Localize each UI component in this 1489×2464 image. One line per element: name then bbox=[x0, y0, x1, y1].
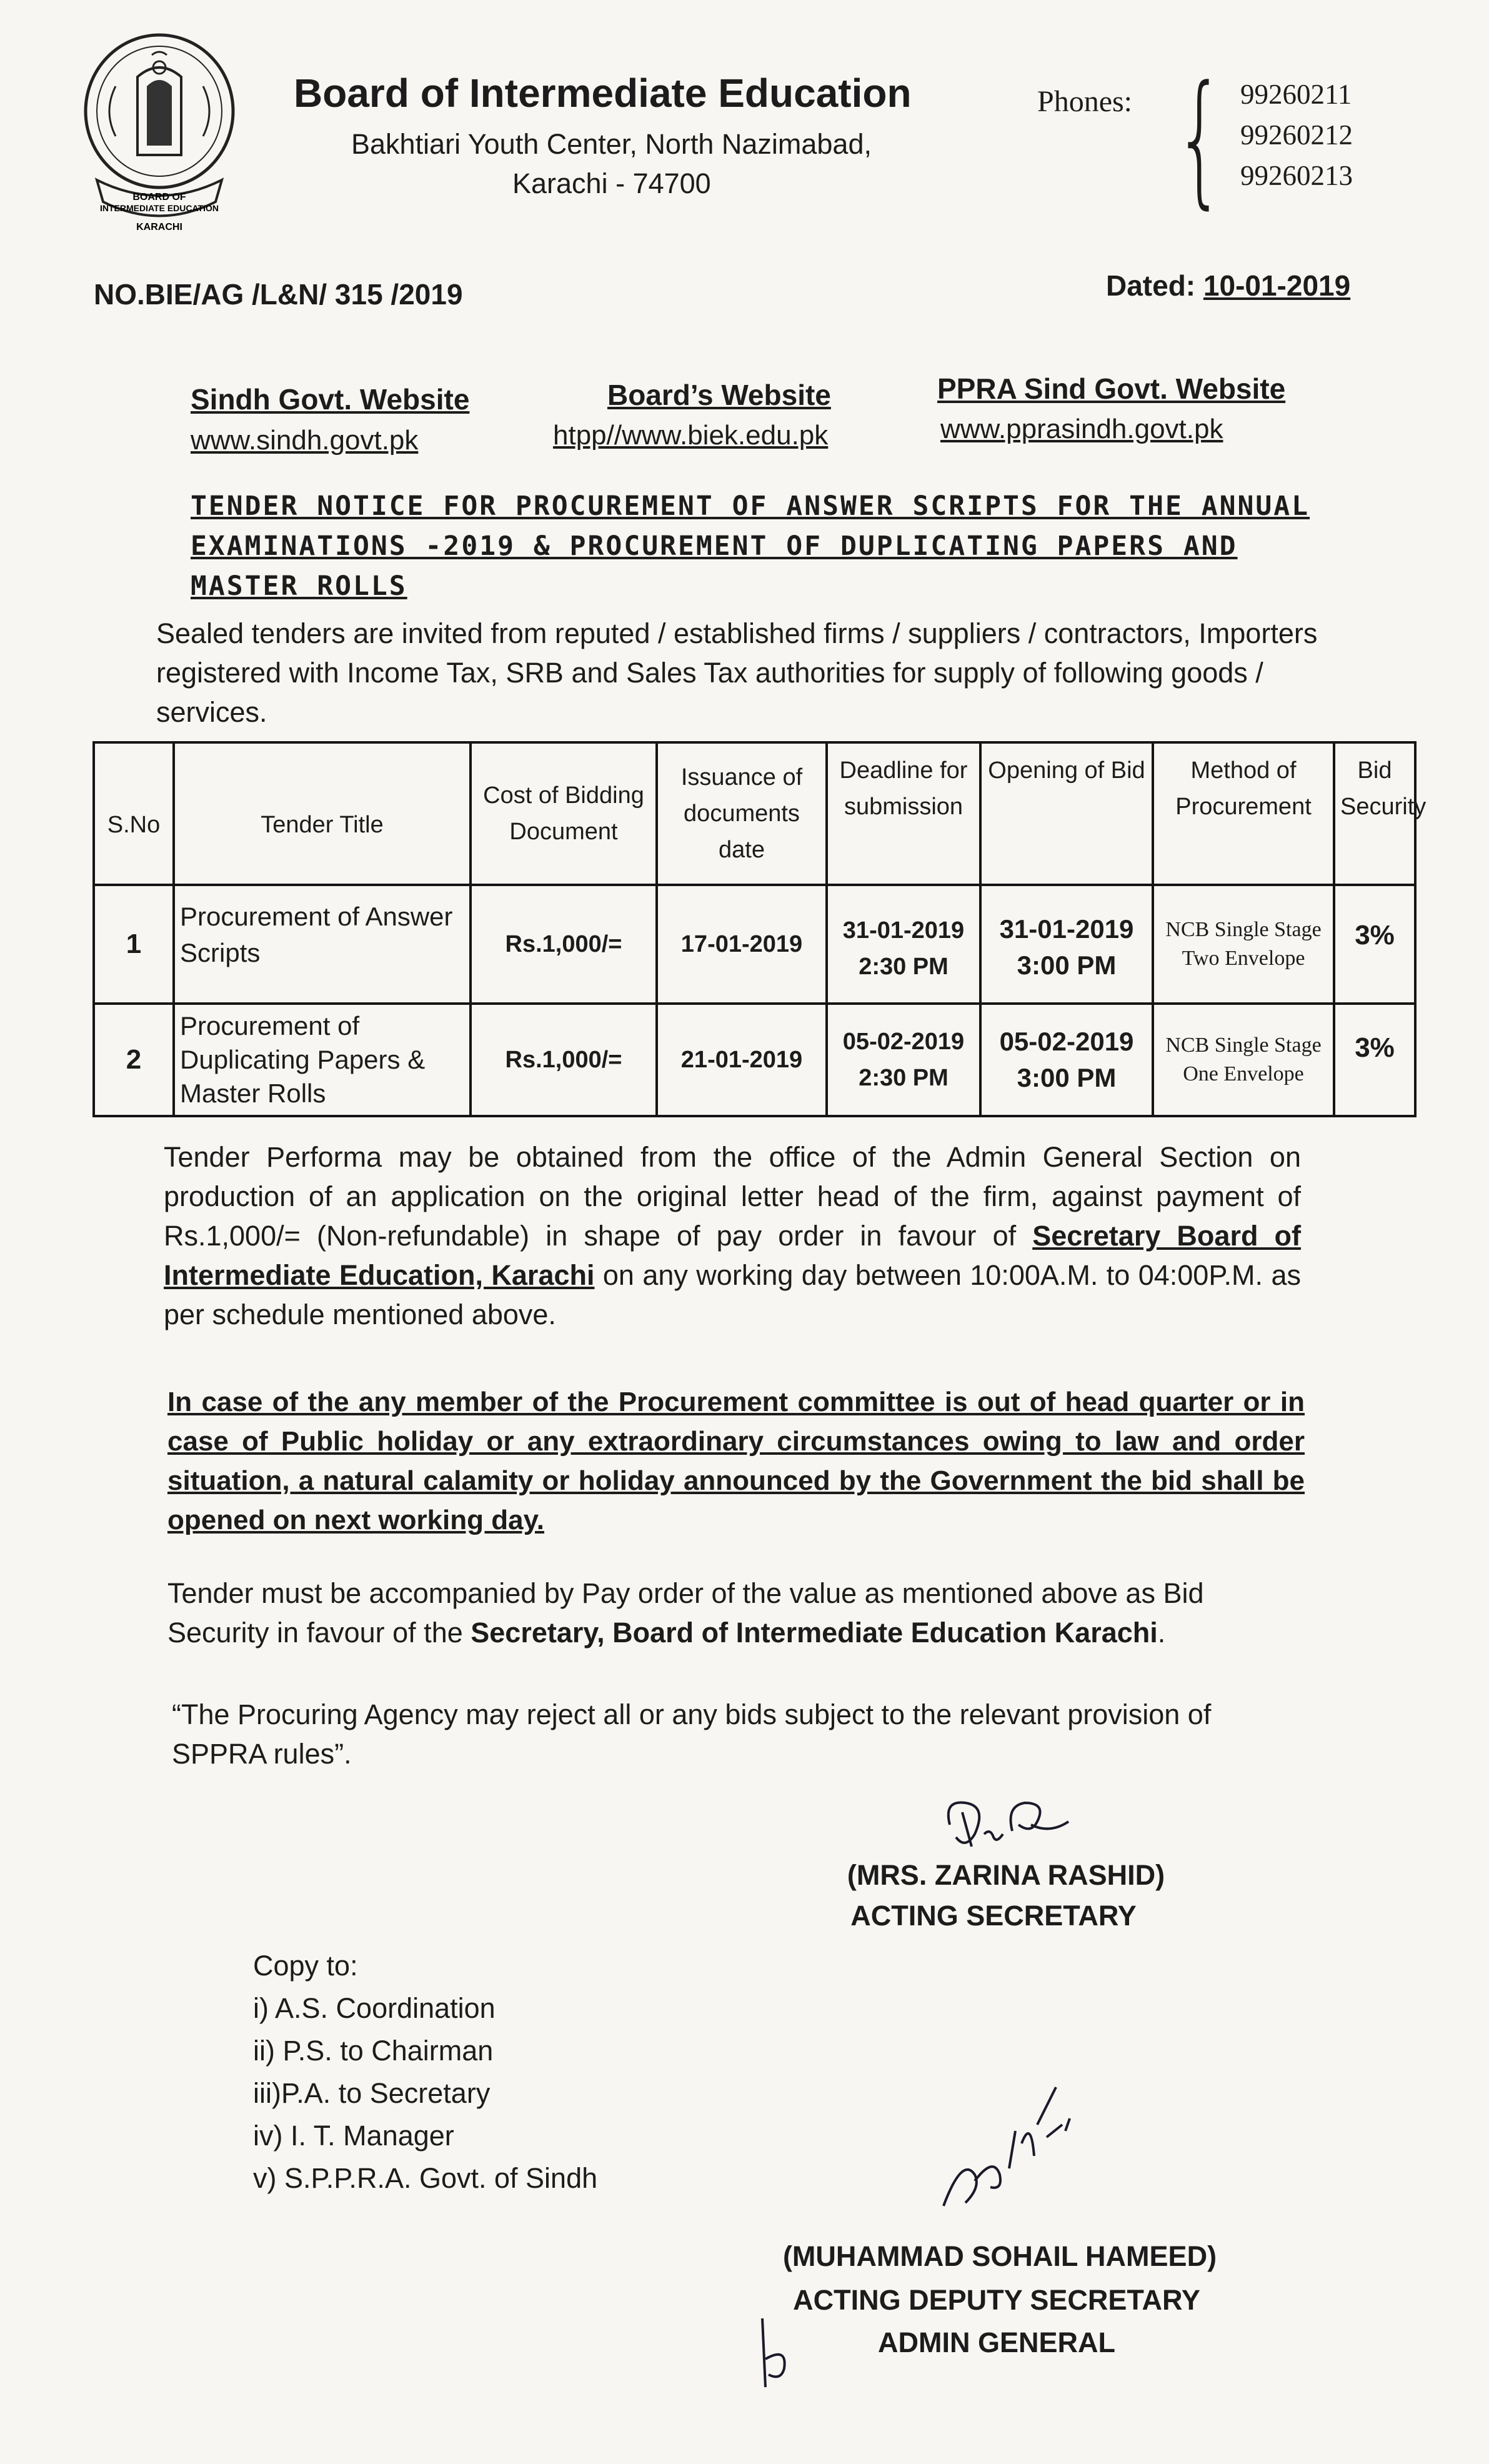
header-sno: S.No bbox=[94, 742, 174, 885]
copy-to-item: ii) P.S. to Chairman bbox=[253, 2035, 494, 2067]
org-name: Board of Intermediate Education bbox=[294, 71, 912, 116]
signatory-1-name: (MRS. ZARINA RASHID) bbox=[847, 1859, 1165, 1891]
header-cost: Cost of Bidding Document bbox=[471, 742, 657, 885]
phones-label: Phones: bbox=[1037, 85, 1133, 118]
copy-to-item: iii)P.A. to Secretary bbox=[253, 2077, 491, 2109]
header-deadline: Deadline for submission bbox=[827, 742, 980, 885]
notice-title: TENDER NOTICE FOR PROCUREMENT OF ANSWER SCRIPTS FOR THE ANNUAL EXAMINATIONS -2019 & PROCUREMENT OF DUPLICATING PAPERS AND MASTER ROLLS bbox=[191, 491, 1310, 602]
row2-deadline bbox=[827, 1004, 980, 1116]
ppra-website-url[interactable]: www.pprasindh.govt.pk bbox=[940, 414, 1223, 444]
row2-deadline-date: 05-02-2019 bbox=[842, 1029, 965, 1055]
row2-deadline-time: 2:30 PM bbox=[859, 1065, 949, 1091]
board-logo-icon bbox=[78, 30, 241, 236]
performa-paragraph bbox=[164, 1137, 1301, 1334]
tender-table bbox=[92, 741, 1427, 1117]
board-website-title: Board’s Website bbox=[607, 379, 831, 411]
row2-sno: 2 bbox=[94, 1004, 174, 1116]
header-security: Bid Security bbox=[1334, 742, 1415, 885]
org-address-line2: Karachi - 74700 bbox=[512, 167, 711, 199]
row1-issuance: 17-01-2019 bbox=[657, 885, 827, 1004]
row1-deadline bbox=[827, 885, 980, 1004]
row1-opening-date: 31-01-2019 bbox=[999, 914, 1134, 944]
security-paragraph bbox=[167, 1574, 1305, 1652]
sindh-website-title: Sindh Govt. Website bbox=[191, 383, 470, 416]
performa-text-1: Tender Performa may be obtained from the office of the Admin General Section on production of an application on the original letter head of the firm, against payment of Rs.1,000/= (Non-refundable) in shape of pay order in favour of bbox=[164, 1141, 1301, 1252]
reject-paragraph: “The Procuring Agency may reject all or any bids subject to the relevant provision of SPPRA rules”. bbox=[172, 1698, 1212, 1770]
copy-to-item: v) S.P.P.R.A. Govt. of Sindh bbox=[253, 2162, 598, 2194]
signatory-1-designation: ACTING SECRETARY bbox=[850, 1900, 1137, 1932]
svg-text:BOARD OF: BOARD OF bbox=[132, 192, 186, 202]
security-text-2: . bbox=[1157, 1617, 1166, 1648]
phone-1: 99260211 bbox=[1240, 79, 1352, 110]
row2-issuance: 21-01-2019 bbox=[657, 1004, 827, 1116]
svg-text:INTERMEDIATE EDUCATION: INTERMEDIATE EDUCATION bbox=[99, 203, 219, 213]
signatory-2-name: (MUHAMMAD SOHAIL HAMEED) bbox=[782, 2240, 1217, 2272]
row2-opening-time: 3:00 PM bbox=[1017, 1063, 1117, 1092]
header-tender-title: Tender Title bbox=[174, 742, 471, 885]
row1-deadline-date: 31-01-2019 bbox=[842, 917, 965, 944]
row1-method: NCB Single Stage Two Envelope bbox=[1153, 885, 1334, 1004]
intro-paragraph: Sealed tenders are invited from reputed / established firms / suppliers / contractors, Importers registered with Income Tax, SRB and Sales Tax authorities for supply of following goods / services. bbox=[156, 617, 1318, 728]
copy-to-label: Copy to: bbox=[253, 1950, 358, 1982]
board-website-url[interactable]: htpp//www.biek.edu.pk bbox=[553, 420, 829, 451]
date-line bbox=[1106, 269, 1350, 302]
dated-value: 10-01-2019 bbox=[1203, 269, 1351, 302]
security-text-1: Tender must be accompanied by Pay order of the value as mentioned above as Bid Security in favour of the bbox=[167, 1577, 1204, 1648]
row1-opening bbox=[980, 885, 1153, 1004]
signatory-2-section: ADMIN GENERAL bbox=[878, 2327, 1115, 2358]
row1-cost: Rs.1,000/= bbox=[471, 885, 657, 1004]
phones-brace: { bbox=[1175, 56, 1225, 222]
reference-number: NO.BIE/AG /L&N/ 315 /2019 bbox=[94, 278, 463, 311]
row2-opening bbox=[980, 1004, 1153, 1116]
row1-opening-time: 3:00 PM bbox=[1017, 950, 1117, 980]
table-row bbox=[94, 885, 1415, 1004]
svg-text:KARACHI: KARACHI bbox=[136, 222, 182, 232]
security-payee: Secretary, Board of Intermediate Education Karachi bbox=[471, 1617, 1158, 1648]
row2-method: NCB Single Stage One Envelope bbox=[1153, 1004, 1334, 1116]
header-opening: Opening of Bid bbox=[980, 742, 1153, 885]
row1-security: 3% bbox=[1334, 885, 1415, 1004]
header-method: Method of Procurement bbox=[1153, 742, 1334, 885]
table-header-row bbox=[94, 742, 1415, 885]
header-issuance: Issuance of documents date bbox=[657, 742, 827, 885]
signature-1-icon bbox=[937, 1787, 1087, 1868]
phone-2: 99260212 bbox=[1240, 119, 1353, 151]
phone-3: 99260213 bbox=[1240, 160, 1353, 191]
row2-security: 3% bbox=[1334, 1004, 1415, 1116]
row1-deadline-time: 2:30 PM bbox=[859, 954, 949, 980]
sindh-website-url[interactable]: www.sindh.govt.pk bbox=[191, 425, 419, 456]
ppra-website-title: PPRA Sind Govt. Website bbox=[937, 372, 1286, 405]
row1-title: Procurement of Answer Scripts bbox=[174, 885, 471, 1004]
copy-to-item: iv) I. T. Manager bbox=[253, 2120, 454, 2152]
dated-label: Dated: bbox=[1106, 269, 1196, 302]
signature-2-icon bbox=[906, 2081, 1131, 2243]
row2-opening-date: 05-02-2019 bbox=[999, 1027, 1134, 1056]
copy-to-item: i) A.S. Coordination bbox=[253, 1992, 496, 2024]
signatory-2-designation: ACTING DEPUTY SECRETARY bbox=[793, 2284, 1200, 2316]
performa-text-2: on any working day between 10:00A.M. to 04:00P.M. as per schedule mentioned above. bbox=[164, 1259, 1301, 1330]
row2-title: Procurement of Duplicating Papers & Master Rolls bbox=[174, 1004, 471, 1116]
row1-sno: 1 bbox=[94, 885, 174, 1004]
org-address-line1: Bakhtiari Youth Center, North Nazimabad, bbox=[351, 128, 872, 160]
table-row bbox=[94, 1004, 1415, 1116]
performa-payee: Secretary Board of Intermediate Education, Karachi bbox=[164, 1220, 1301, 1291]
row2-cost: Rs.1,000/= bbox=[471, 1004, 657, 1116]
holiday-paragraph: In case of the any member of the Procurement committee is out of head quarter or in case of Public holiday or any extraordinary circumstances owing to law and order situation, a natural calamity or holiday announced by the Government the bid shall be opened on next working day. bbox=[167, 1387, 1305, 1535]
